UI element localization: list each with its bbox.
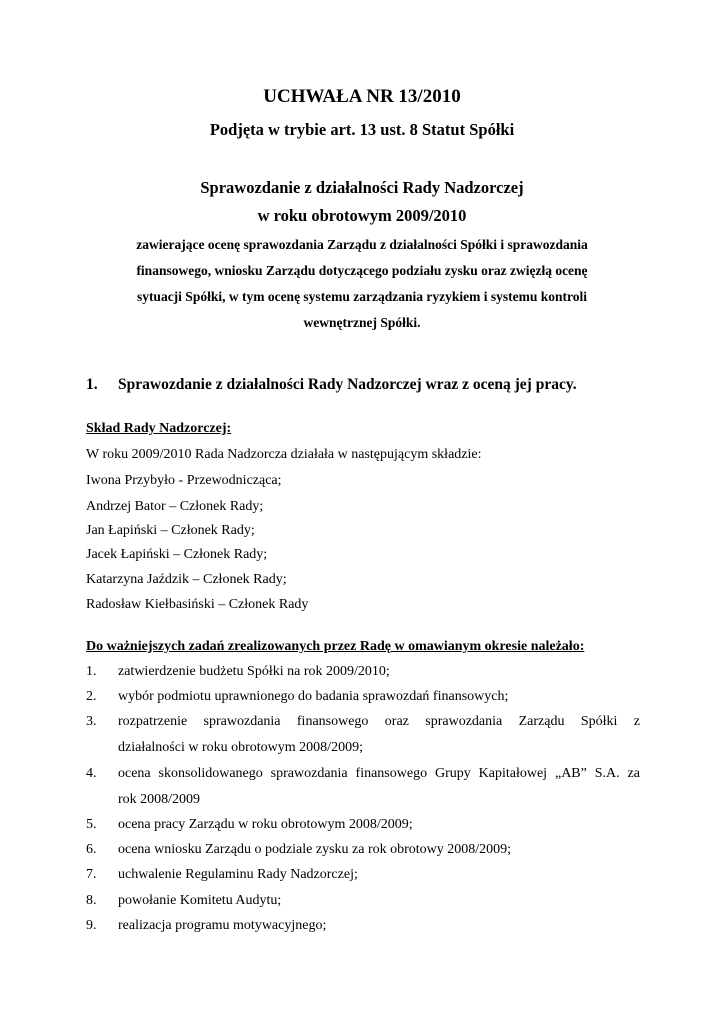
- task-number: 9.: [86, 918, 97, 933]
- task-text: realizacja programu motywacyjnego;: [118, 918, 327, 933]
- section-title: Sprawozdanie z działalności Rady Nadzorczej wraz z oceną jej pracy.: [118, 376, 577, 393]
- task-number: 1.: [86, 664, 97, 679]
- board-member: Jan Łapiński – Członek Rady;: [86, 523, 255, 538]
- composition-heading: Skład Rady Nadzorczej:: [86, 421, 232, 436]
- resolution-title: UCHWAŁA NR 13/2010: [263, 86, 461, 107]
- task-number: 5.: [86, 817, 97, 832]
- task-text: rozpatrzenie sprawozdania finansowego oraz sprawozdania Zarządu Spółki z: [118, 714, 640, 729]
- task-text-continuation: rok 2008/2009: [118, 792, 201, 807]
- composition-intro: W roku 2009/2010 Rada Nadzorcza działała w następującym składzie:: [86, 447, 482, 462]
- task-number: 2.: [86, 689, 97, 704]
- report-description-line: wewnętrznej Spółki.: [303, 315, 421, 330]
- board-member: Jacek Łapiński – Członek Rady;: [86, 547, 268, 562]
- task-text: ocena skonsolidowanego sprawozdania finansowego Grupy Kapitałowej „AB” S.A. za: [118, 766, 640, 781]
- task-number: 3.: [86, 714, 97, 729]
- task-text: ocena wniosku Zarządu o podziale zysku za rok obrotowy 2008/2009;: [118, 842, 512, 857]
- tasks-heading: Do ważniejszych zadań zrealizowanych przez Radę w omawianym okresie należało:: [86, 639, 585, 654]
- report-heading-line2: w roku obrotowym 2009/2010: [257, 206, 467, 225]
- task-number: 6.: [86, 842, 97, 857]
- board-member: Iwona Przybyło - Przewodnicząca;: [86, 473, 282, 488]
- board-member: Katarzyna Jaździk – Członek Rady;: [86, 572, 287, 587]
- board-member: Radosław Kiełbasiński – Członek Rady: [86, 597, 309, 612]
- report-description-line: zawierające ocenę sprawozdania Zarządu z działalności Spółki i sprawozdania: [136, 237, 588, 252]
- report-description-line: finansowego, wniosku Zarządu dotyczącego podziału zysku oraz zwięzłą ocenę: [136, 263, 588, 278]
- task-number: 4.: [86, 766, 97, 781]
- task-text: wybór podmiotu uprawnionego do badania sprawozdań finansowych;: [118, 689, 509, 704]
- task-text: uchwalenie Regulaminu Rady Nadzorczej;: [118, 867, 358, 882]
- resolution-subtitle: Podjęta w trybie art. 13 ust. 8 Statut Spółki: [209, 120, 515, 139]
- task-text-continuation: działalności w roku obrotowym 2008/2009;: [118, 740, 363, 755]
- task-text: powołanie Komitetu Audytu;: [118, 893, 282, 908]
- task-number: 8.: [86, 893, 97, 908]
- report-description-line: sytuacji Spółki, w tym ocenę systemu zarządzania ryzykiem i systemu kontroli: [136, 289, 588, 304]
- task-number: 7.: [86, 867, 97, 882]
- task-text: zatwierdzenie budżetu Spółki na rok 2009/2010;: [118, 664, 390, 679]
- report-heading-line1: Sprawozdanie z działalności Rady Nadzorczej: [200, 178, 524, 197]
- task-text: ocena pracy Zarządu w roku obrotowym 2008/2009;: [118, 817, 413, 832]
- board-member: Andrzej Bator – Członek Rady;: [86, 499, 264, 514]
- section-number: 1.: [86, 376, 98, 393]
